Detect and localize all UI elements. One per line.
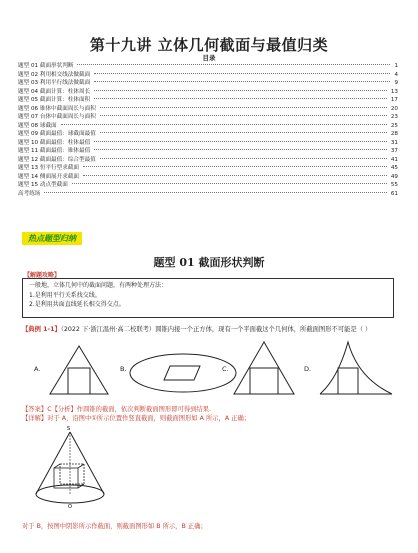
toc-leader-dots xyxy=(94,73,390,74)
toc-entry-page: 4 xyxy=(394,71,398,78)
toc-entry-label: 题型 08 球截面 xyxy=(18,122,57,129)
toc-entry[interactable] xyxy=(18,79,398,88)
tips-line: 1.是利用平行关系找交线。 xyxy=(29,291,101,299)
toc-entry-label: 题型 05 截面计算：柱体面积 xyxy=(18,97,91,103)
toc-entry[interactable] xyxy=(18,190,398,199)
toc-leader-dots xyxy=(94,81,390,82)
tips-box xyxy=(22,278,394,318)
toc-leader-dots xyxy=(100,158,387,159)
toc-entry-label: 题型 12 截面最值：综合型最值 xyxy=(18,156,96,163)
toc-entry-label: 题型 14 侧面展开求截面 xyxy=(18,173,80,180)
option-b-label: B. xyxy=(120,365,127,373)
toc-leader-dots xyxy=(100,115,387,116)
section-heading: 题型 01 截面形状判断 xyxy=(153,256,265,269)
toc-entry[interactable] xyxy=(18,173,398,182)
toc-entry[interactable] xyxy=(18,130,398,139)
toc-leader-dots xyxy=(44,192,386,193)
toc-entry[interactable] xyxy=(18,147,398,156)
toc-entry-page: 23 xyxy=(390,114,398,120)
toc-leader-dots xyxy=(72,183,387,184)
toc-entry-page: 41 xyxy=(390,156,398,163)
toc-entry-page: 28 xyxy=(390,131,398,137)
toc-entry[interactable] xyxy=(18,105,398,114)
option-c-figure xyxy=(232,340,296,396)
toc-leader-dots xyxy=(61,124,387,125)
toc-entry-page: 61 xyxy=(390,190,398,197)
option-a-figure xyxy=(48,344,110,396)
bottom-line: 对于 B，按图中阴影所示作截面，则截面图形如 B 所示，B 正确； xyxy=(22,523,207,530)
detail-line: 【详解】对于 A，沿图中①所示位置作竖直截面，则截面图形如 A 所示，A 正确； xyxy=(22,415,251,422)
toc-entry-label: 题型 06 锥体中截面周长与面积 xyxy=(18,105,96,112)
toc-leader-dots xyxy=(94,90,387,91)
toc-leader-dots xyxy=(83,175,387,176)
toc-entry-page: 31 xyxy=(390,139,398,146)
toc-entry-label: 题型 03 利用平行线法做截面 xyxy=(18,80,91,86)
toc-entry[interactable] xyxy=(18,71,398,80)
toc-entry-label: 题型 04 截面计算：柱体周长 xyxy=(18,88,91,95)
toc-entry-label: 题型 10 截面最值：柱体最值 xyxy=(18,139,91,146)
apex-label: S xyxy=(67,426,71,432)
toc-entry-page: 37 xyxy=(390,148,398,154)
option-a-label: A. xyxy=(34,365,41,373)
option-d-figure xyxy=(318,338,394,396)
option-c-label: C. xyxy=(222,365,229,373)
example-problem xyxy=(22,325,398,335)
toc-entry-label: 题型 02 利用相交线法做截面 xyxy=(18,71,91,78)
toc-entry[interactable] xyxy=(18,181,398,190)
toc-entry-page: 20 xyxy=(390,105,398,112)
toc-entry-label: 题型 09 截面最值：球截面最值 xyxy=(18,131,96,137)
toc-entry-page: 49 xyxy=(390,173,398,180)
hot-topics-banner: 热点题型归纳 xyxy=(22,232,82,245)
toc-entry-page: 55 xyxy=(390,182,398,188)
toc-heading: 目录 xyxy=(202,54,216,62)
toc-entry[interactable] xyxy=(18,96,398,105)
toc-leader-dots xyxy=(83,166,387,167)
example-tag: 【典例 1-1】 xyxy=(22,326,61,333)
toc-leader-dots xyxy=(94,141,387,142)
toc-entry-label: 题型 01 截面形状判断 xyxy=(18,63,74,69)
base-label: O xyxy=(68,504,72,510)
toc-entry-label: 高考练场 xyxy=(18,190,41,197)
option-b-figure xyxy=(128,352,238,394)
toc-leader-dots xyxy=(94,149,387,150)
toc-entry[interactable] xyxy=(18,62,398,71)
toc-entry-label: 题型 15 动点型截面 xyxy=(18,182,68,188)
toc-leader-dots xyxy=(94,98,387,99)
tips-line: 2.是利用共面直线延长相交得交点。 xyxy=(29,301,125,308)
tips-line: 一般地，立体几何中的截面问题，有两种处理方法： xyxy=(29,282,168,289)
cone-figure xyxy=(30,424,110,510)
toc-entry[interactable] xyxy=(18,139,398,148)
toc-entry-page: 45 xyxy=(390,165,398,171)
toc-leader-dots xyxy=(77,64,390,65)
option-d-label: D. xyxy=(304,365,312,373)
toc-entry-label: 题型 07 台体中截面周长与面积 xyxy=(18,114,96,120)
toc-entry-label: 题型 13 恒平行型求截面 xyxy=(18,165,80,171)
toc-entry[interactable] xyxy=(18,88,398,97)
example-text: （2022 下·浙江温州·高二校联考）圆锥内接一个正方体，现有一个平面截这个几何体，所截面图形不可能是（ ） xyxy=(60,326,372,333)
table-of-contents xyxy=(18,62,398,198)
tips-tag: 【解题攻略】 xyxy=(24,272,61,279)
toc-entry-label: 题型 11 截面最值：锥体最值 xyxy=(18,148,91,154)
toc-leader-dots xyxy=(100,132,387,133)
toc-entry-page: 25 xyxy=(390,122,398,129)
toc-entry[interactable] xyxy=(18,156,398,165)
toc-entry[interactable] xyxy=(18,164,398,173)
toc-entry-page: 13 xyxy=(390,88,398,95)
toc-entry[interactable] xyxy=(18,113,398,122)
toc-entry-page: 1 xyxy=(394,63,398,69)
toc-entry[interactable] xyxy=(18,122,398,131)
toc-entry-page: 9 xyxy=(394,80,398,86)
toc-entry-page: 17 xyxy=(390,97,398,103)
toc-leader-dots xyxy=(100,107,387,108)
page-title: 第十九讲 立体几何截面与最值归类 xyxy=(89,36,329,54)
answer-line: 【答案】C【分析】作圆锥的截面，依次判断截面图形即可得到结果. xyxy=(22,406,212,413)
